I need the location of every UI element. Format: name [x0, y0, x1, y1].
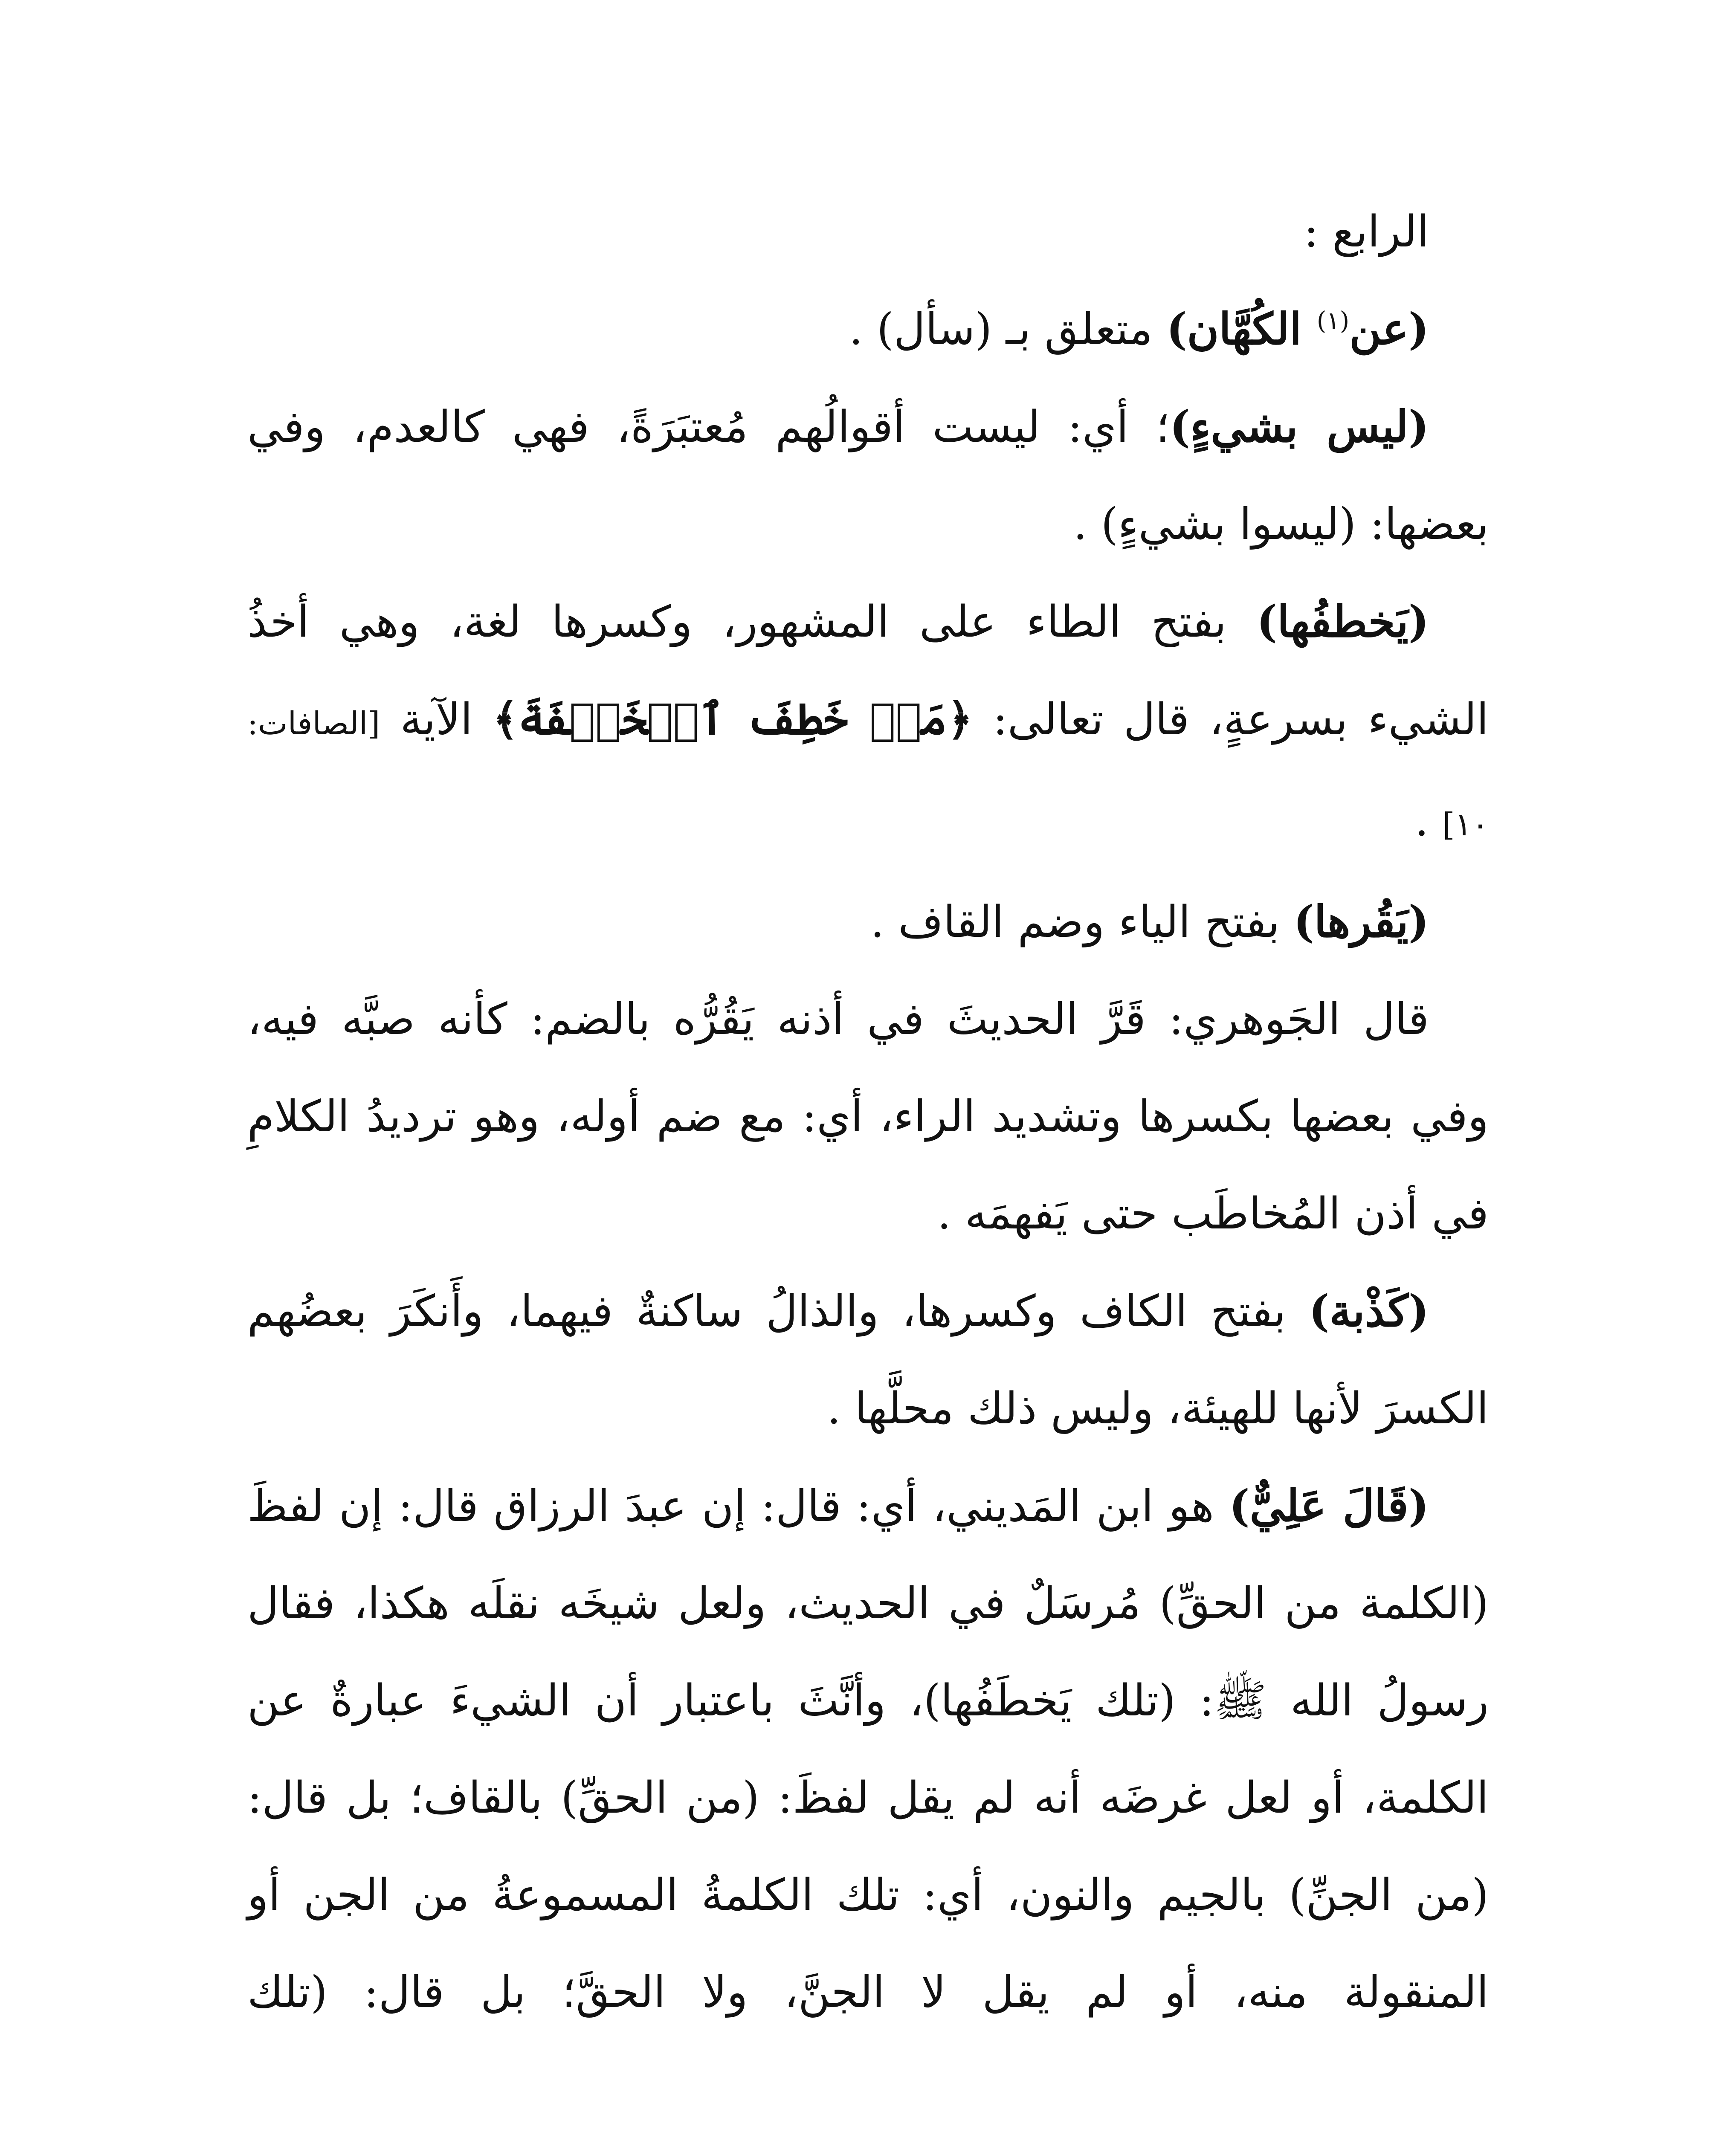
paragraph-4-text: بفتح الياء وضم القاف . [870, 897, 1294, 947]
quran-reference: [الصافات: ١٠] [247, 705, 1489, 843]
paragraph-2 [247, 378, 1489, 573]
paragraph-5: قال الجَوهري: قَرَّ الحديثَ في أذنه يَقُرُّه بالضم: كأنه صبَّه فيه، وفي بعضها بكسرها وتشديد الراء، أي: مع ضم أوله، وهو ترديدُ الكلامِ في أذن المُخاطَب حتى يَفهمَه . [247, 994, 1489, 1239]
paragraph-6-text: بفتح الكاف وكسرها، والذالُ ساكنةٌ فيهما، وأَنكَرَ بعضُهم الكسرَ لأنها للهيئة، وليس ذلك محلَّها . [247, 1286, 1489, 1434]
paragraph-3-text-b: الآية [380, 694, 493, 745]
term-kadhba: (كَذْبة) [1309, 1286, 1429, 1337]
paragraph-3-text-c: . [1414, 795, 1443, 846]
paragraph-2-text: ؛ أي: ليست أقوالُهم مُعتبَرَةً، فهي كالعدم، وفي بعضها: (ليسوا بشيءٍ) . [247, 402, 1489, 550]
main-text [247, 183, 1489, 2041]
paragraph-1 [247, 281, 1489, 378]
term-rest: الكُهَّان) [1166, 304, 1317, 355]
term-yakhtafuha: (يَخطفُها) [1256, 596, 1429, 647]
paragraph-1-text: متعلق بـ (سأل) . [849, 304, 1167, 355]
paragraph-3-text-a: بفتح الطاء على المشهور، وكسرها لغة، وهي أخذُ الشيء بسرعةٍ، قال تعالى: [247, 597, 1489, 745]
paragraph-7 [247, 1457, 1489, 2041]
paragraph-7-text: هو ابن المَديني، أي: قال: إن عبدَ الرزاق قال: إن لفظَ (الكلمة من الحقِّ) مُرسَلٌ في الحديث، ولعل شيخَه نقلَه هكذا، فقال رسولُ الله ﷺ: (تلك يَخطَفُها)، وأنَّثَ باعتبار أن الشيءَ عبارةٌ عن الكلمة، أو لعل غرضَه أنه لم يقل لفظَ: (من الحقِّ) بالقاف؛ بل قال: (من الجنِّ) بالجيم والنون، أي: تلك الكلمةُ المسموعةُ من الجن أو المنقولة منه، أو لم يقل لا الجنَّ، ولا الحقَّ؛ بل قال: (تلك [247, 1481, 1489, 2018]
footnote-marker[interactable]: (١) [1316, 306, 1350, 335]
section-heading: الرابع : [1304, 206, 1429, 257]
paragraph-6 [247, 1263, 1489, 1457]
paragraph-3 [247, 573, 1489, 873]
paragraph-4 [247, 873, 1489, 971]
term-open: (عن [1349, 304, 1429, 355]
term-an-alkuhhan [1166, 304, 1429, 355]
quran-quote: ﴿مَنۡ خَطِفَ ٱلۡخَطۡفَةَ﴾ [493, 694, 973, 745]
term-yaqurruha: (يَقُرها) [1293, 896, 1429, 947]
term-laysa-bishay: (ليس بشيءٍ) [1169, 401, 1429, 452]
term-qala-ali: (قَالَ عَلِيٌّ) [1229, 1480, 1429, 1532]
